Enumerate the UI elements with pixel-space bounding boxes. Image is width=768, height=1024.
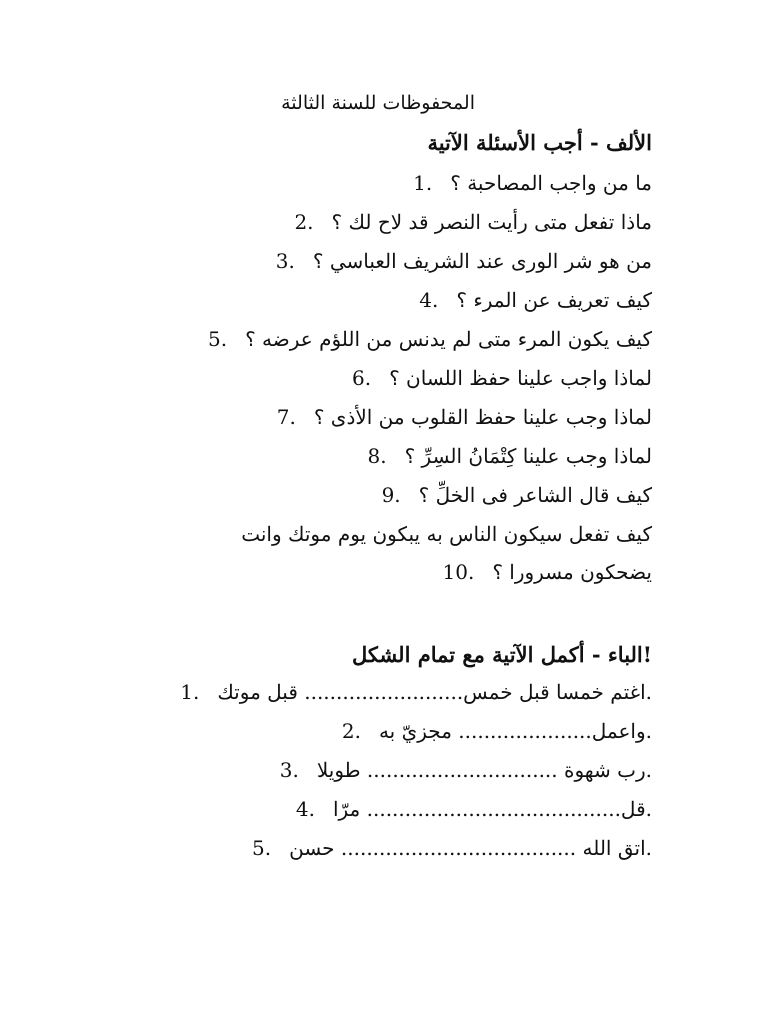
completion-text: .قل........................................ مرّا [332, 797, 652, 821]
question-text: من هو شر الورى عند الشريف العباسي ؟ [312, 249, 652, 273]
question-3 [276, 242, 652, 280]
question-number: 10. [442, 560, 475, 584]
completion-item-1 [180, 673, 652, 711]
item-number: 2. [341, 719, 361, 743]
completion-item-3 [280, 751, 652, 789]
completion-text: .واعمل..................... مجزيّ به [378, 719, 652, 743]
question-6 [352, 359, 652, 397]
section-b-heading: !الباء - أكمل الآتية مع تمام الشكل [351, 642, 652, 667]
question-number: 6. [351, 366, 372, 390]
question-2 [294, 203, 652, 241]
question-number: 2. [294, 210, 314, 234]
completion-item-4 [296, 790, 652, 828]
question-number: 8. [367, 444, 387, 468]
question-10 [182, 515, 652, 591]
question-text: كيف تفعل سيكون الناس به يبكون يوم موتك وانت يضحكون مسرورا ؟ [241, 522, 652, 584]
question-text: كيف قال الشاعر فى الخلِّ ؟ [418, 483, 652, 507]
question-number: 4. [419, 288, 439, 312]
question-text: لماذا واجب علينا حفظ اللسان ؟ [389, 366, 652, 390]
question-text: لماذا وجب علينا حفظ القلوب من الأذى ؟ [313, 405, 652, 429]
completion-text: .اتق الله ..................................... حسن [289, 836, 652, 860]
item-number: 1. [180, 680, 200, 704]
question-number: 5. [207, 327, 228, 351]
question-text: ما من واجب المصاحبة ؟ [450, 171, 652, 195]
question-number: 7. [276, 405, 296, 429]
question-9 [382, 476, 652, 514]
item-number: 4. [295, 797, 315, 821]
completion-text: .رب شهوة .............................. طويلا [316, 758, 652, 782]
question-7 [277, 398, 652, 436]
question-text: كيف يكون المرء متى لم يدنس من اللؤم عرضه ؟ [245, 327, 652, 351]
completion-item-2 [342, 712, 652, 750]
completion-item-5 [252, 829, 652, 867]
question-text: لماذا وجب علينا كِتْمَانُ السِرِّ ؟ [404, 444, 652, 468]
question-5 [208, 320, 652, 358]
question-number: 1. [413, 171, 433, 195]
question-number: 9. [381, 483, 401, 507]
question-text: ماذا تفعل متى رأيت النصر قد لاح لك ؟ [331, 210, 652, 234]
section-a-heading: الألف - أجب الأسئلة الآتية [427, 130, 652, 155]
item-number: 5. [252, 836, 272, 860]
page-title: المحفوظات للسنة الثالثة [281, 92, 475, 114]
question-1 [413, 164, 652, 202]
item-number: 3. [279, 758, 299, 782]
completion-text: .اغتم خمسا قبل خمس......................... قبل موتك [217, 680, 652, 704]
question-text: كيف تعريف عن المرء ؟ [456, 288, 652, 312]
question-8 [367, 437, 652, 475]
question-number: 3. [275, 249, 295, 273]
question-4 [419, 281, 652, 319]
